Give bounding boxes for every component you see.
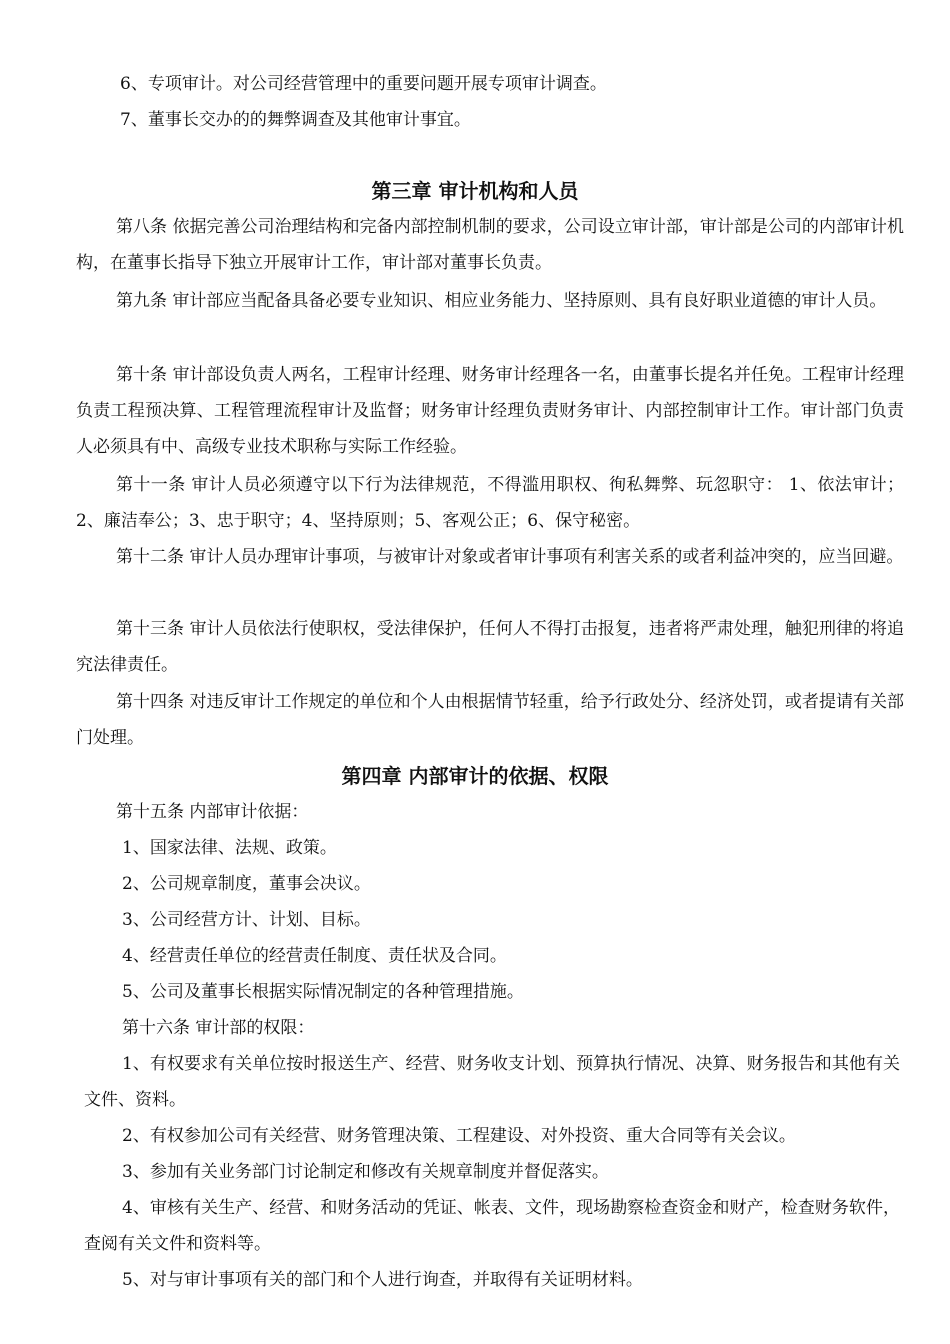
article-paragraph: 第十二条 审计人员办理审计事项，与被审计对象或者审计事项有利害关系的或者利益冲突的，应当回避。 <box>116 547 904 567</box>
article-paragraph: 第十一条 审计人员必须遵守以下行为法律规范，不得滥用职权、徇私舞弊、玩忽职守： 1、依法审计；2、廉洁奉公；3、忠于职守；4、坚持原则；5、客观公正；6、保守秘密。 <box>76 475 904 531</box>
list-item: 4、经营责任单位的经营责任制度、责任状及合同。 <box>122 946 507 966</box>
list-item: 7、董事长交办的的舞弊调查及其他审计事宜。 <box>120 110 471 130</box>
list-item: 4、审核有关生产、经营、和财务活动的凭证、帐表、文件，现场勘察检查资金和财产，检查财务软件，查阅有关文件和资料等。 <box>84 1198 900 1254</box>
article-heading: 第十六条 审计部的权限： <box>122 1018 315 1038</box>
chapter-title: 第四章 内部审计的依据、权限 <box>341 764 609 788</box>
article-paragraph: 第十条 审计部设负责人两名，工程审计经理、财务审计经理各一名，由董事长提名并任免。工程审计经理负责工程预决算、工程管理流程审计及监督；财务审计经理负责财务审计、内部控制审计工作。审计部门负责人必须具有中、高级专业技术职称与实际工作经验。 <box>76 365 904 457</box>
article-paragraph: 第八条 依据完善公司治理结构和完备内部控制机制的要求，公司设立审计部，审计部是公司的内部审计机构，在董事长指导下独立开展审计工作，审计部对董事长负责。 <box>76 217 904 273</box>
list-item: 1、有权要求有关单位按时报送生产、经营、财务收支计划、预算执行情况、决算、财务报告和其他有关文件、资料。 <box>84 1054 900 1110</box>
list-item: 5、对与审计事项有关的部门和个人进行询查，并取得有关证明材料。 <box>122 1270 643 1290</box>
list-item: 2、有权参加公司有关经营、财务管理决策、工程建设、对外投资、重大合同等有关会议。 <box>122 1126 796 1146</box>
article-paragraph: 第十三条 审计人员依法行使职权，受法律保护，任何人不得打击报复，违者将严肃处理，触犯刑律的将追究法律责任。 <box>76 619 904 675</box>
list-item: 3、参加有关业务部门讨论制定和修改有关规章制度并督促落实。 <box>122 1162 609 1182</box>
chapter-title: 第三章 审计机构和人员 <box>371 179 579 203</box>
list-item: 6、专项审计。对公司经营管理中的重要问题开展专项审计调查。 <box>120 74 607 94</box>
list-item: 2、公司规章制度，董事会决议。 <box>122 874 371 894</box>
list-item: 1、国家法律、法规、政策。 <box>122 838 337 858</box>
article-paragraph: 第九条 审计部应当配备具备必要专业知识、相应业务能力、坚持原则、具有良好职业道德的审计人员。 <box>116 291 887 311</box>
list-item: 3、公司经营方计、计划、目标。 <box>122 910 371 930</box>
article-paragraph: 第十四条 对违反审计工作规定的单位和个人由根据情节轻重，给予行政处分、经济处罚，或者提请有关部门处理。 <box>76 692 904 748</box>
list-item: 5、公司及董事长根据实际情况制定的各种管理措施。 <box>122 982 524 1002</box>
article-heading: 第十五条 内部审计依据： <box>116 802 309 822</box>
